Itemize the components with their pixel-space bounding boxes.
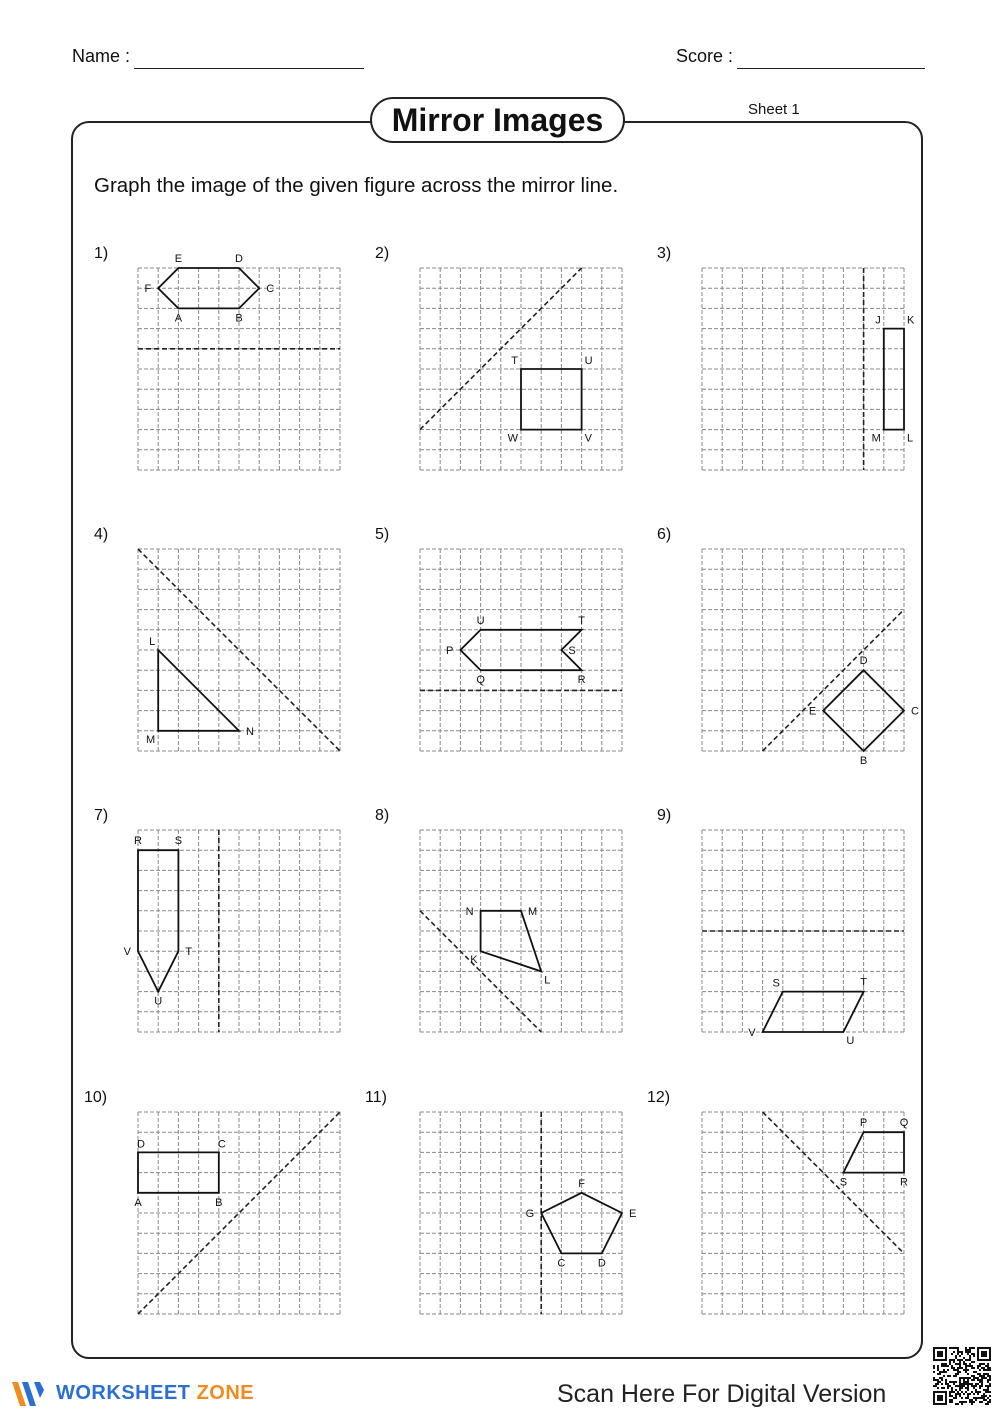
problem-number: 10) <box>84 1089 108 1106</box>
problem-grid[interactable] <box>682 810 924 1052</box>
page-title: Mirror Images <box>370 97 625 143</box>
score-label: Score : <box>676 46 734 66</box>
problem-number: 5) <box>375 526 390 543</box>
problem-number: 4) <box>94 526 109 543</box>
vertex-label: M <box>146 733 156 746</box>
score-field[interactable] <box>737 68 925 69</box>
vertex-label: R <box>577 674 586 687</box>
problem-number: 3) <box>657 245 672 262</box>
problem-grid[interactable] <box>400 529 642 771</box>
problem-grid[interactable] <box>118 529 360 771</box>
problem-grid[interactable] <box>118 248 360 490</box>
problem-number: 2) <box>375 245 390 262</box>
vertex-label: N <box>246 725 254 738</box>
problem-grid[interactable] <box>682 1092 924 1334</box>
vertex-label: U <box>846 1035 855 1047</box>
vertex-label: S <box>772 977 780 990</box>
vertex-label: M <box>528 905 538 918</box>
vertex-label: C <box>911 705 919 718</box>
vertex-label: S <box>568 645 576 657</box>
vertex-label: T <box>578 614 585 627</box>
problem-number: 1) <box>94 245 109 262</box>
vertex-label: L <box>544 974 551 987</box>
name-field[interactable] <box>134 68 364 69</box>
vertex-label: U <box>476 614 485 627</box>
mirror-line <box>763 1112 904 1253</box>
qr-code-icon[interactable] <box>933 1347 991 1405</box>
vertex-label: C <box>557 1257 566 1270</box>
given-figure <box>521 369 582 430</box>
vertex-label: K <box>907 314 915 327</box>
problem-number: 6) <box>657 526 672 543</box>
vertex-label: J <box>875 314 881 327</box>
vertex-label: A <box>134 1196 142 1209</box>
vertex-label: D <box>597 1257 606 1270</box>
problem-number: 11) <box>365 1089 387 1106</box>
brand-name-worksheet: WORKSHEET <box>56 1381 191 1404</box>
vertex-label: E <box>629 1208 637 1220</box>
vertex-label: E <box>808 705 817 718</box>
problem-grid[interactable] <box>400 1092 642 1334</box>
vertex-label: S <box>174 835 183 848</box>
vertex-label: C <box>217 1138 226 1151</box>
vertex-label: P <box>446 645 454 657</box>
problem-grid[interactable] <box>682 529 924 771</box>
brand-name-zone: ZONE <box>196 1381 255 1404</box>
vertex-label: T <box>185 946 193 959</box>
problem-grid[interactable] <box>682 248 924 490</box>
vertex-label: L <box>149 636 156 648</box>
vertex-label: T <box>860 976 867 989</box>
vertex-label: V <box>584 432 592 445</box>
vertex-label: B <box>215 1196 223 1209</box>
scan-text: Scan Here For Digital Version <box>557 1380 887 1408</box>
vertex-label: N <box>465 905 474 918</box>
problem-number: 9) <box>657 807 672 824</box>
problem-grid[interactable] <box>118 1092 360 1334</box>
sheet-number: Sheet 1 <box>748 101 800 118</box>
problem-grid[interactable] <box>400 810 642 1052</box>
mirror-line <box>763 610 904 751</box>
problem-number: 8) <box>375 807 390 824</box>
given-figure <box>481 911 542 972</box>
problem-number: 12) <box>647 1089 671 1106</box>
instructions: Graph the image of the given figure across the mirror line. <box>94 174 619 197</box>
vertex-label: K <box>470 954 478 967</box>
vertex-label: R <box>134 835 142 848</box>
vertex-label: W <box>507 432 518 445</box>
vertex-label: M <box>871 432 881 445</box>
vertex-label: D <box>859 655 868 668</box>
vertex-label: F <box>144 283 152 296</box>
vertex-label: A <box>174 312 183 325</box>
vertex-label: P <box>859 1117 868 1130</box>
vertex-label: D <box>137 1138 145 1151</box>
vertex-label: E <box>174 253 183 265</box>
vertex-label: U <box>154 995 163 1008</box>
vertex-label: F <box>578 1177 585 1190</box>
vertex-label: B <box>235 312 243 325</box>
problem-grid[interactable] <box>118 810 360 1052</box>
vertex-label: U <box>584 355 593 367</box>
vertex-label: Q <box>899 1117 909 1130</box>
vertex-label: B <box>859 755 868 767</box>
problem-grid[interactable] <box>400 248 642 490</box>
vertex-label: Q <box>476 674 485 687</box>
vertex-label: T <box>511 355 518 367</box>
given-figure <box>158 268 259 308</box>
vertex-label: S <box>839 1176 848 1189</box>
problem-number: 7) <box>94 807 109 824</box>
worksheet-zone-logo-icon <box>10 1376 50 1410</box>
name-label: Name : <box>72 46 131 66</box>
vertex-label: G <box>525 1208 535 1220</box>
brand-logo <box>10 1376 254 1410</box>
vertex-label: L <box>907 432 914 445</box>
vertex-label: R <box>900 1176 908 1189</box>
vertex-label: C <box>266 283 275 296</box>
vertex-label: V <box>123 946 131 959</box>
given-figure <box>884 329 904 430</box>
vertex-label: V <box>748 1027 756 1039</box>
vertex-label: D <box>235 253 243 265</box>
